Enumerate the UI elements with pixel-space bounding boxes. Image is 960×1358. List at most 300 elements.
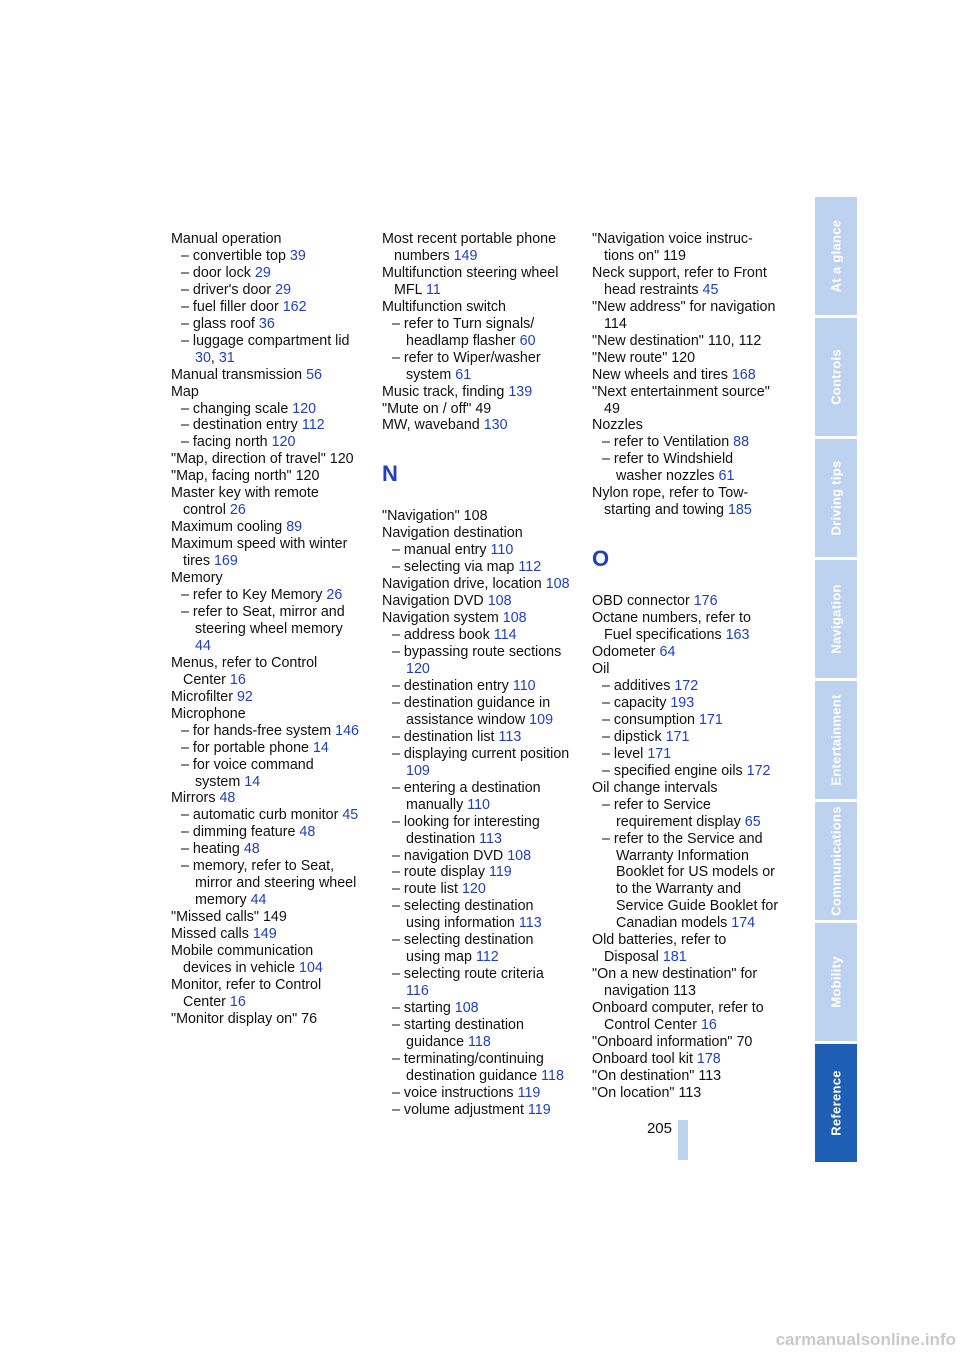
entry-text: Navigation DVD (382, 593, 488, 610)
entry-text: – specified engine oils (602, 762, 747, 779)
page-reference-link[interactable]: 174 (731, 915, 756, 932)
entry-text: – destination guidance in assistance window (392, 694, 551, 728)
entry-text: "Missed calls" 149 (171, 909, 287, 926)
page-reference-link[interactable]: 26 (326, 587, 343, 604)
page-reference-link[interactable]: 45 (342, 807, 359, 824)
index-subentry (171, 740, 359, 757)
entry-text: "Navigation voice instruc- tions on" 119 (592, 231, 753, 264)
entry-text: Oil change intervals (592, 779, 718, 796)
page-reference-link[interactable]: 119 (527, 1101, 551, 1118)
chapter-tab-label: At a glance (828, 219, 844, 293)
index-subentry (592, 729, 780, 746)
index-subentry (382, 746, 570, 780)
index-subentry (171, 841, 359, 858)
entry-text: – selecting destination using information (392, 898, 534, 932)
entry-text: Octane numbers, refer to Fuel specifications (592, 610, 751, 644)
entry-text: "On destination" 113 (592, 1067, 722, 1084)
entry-text: Most recent portable phone numbers (382, 231, 557, 264)
index-entry (382, 593, 570, 610)
entry-text: – for portable phone (181, 739, 313, 756)
entry-text: Map (171, 383, 199, 400)
index-subentry (171, 824, 359, 841)
page-reference-link[interactable]: 14 (244, 773, 261, 790)
index-subentry (382, 644, 570, 678)
chapter-tab-label: Mobility (828, 956, 844, 1008)
entry-text: – refer to Wiper/washer system (392, 349, 541, 383)
entry-text: Navigation system (382, 610, 503, 627)
index-entry (592, 1068, 780, 1085)
entry-text: Mirrors (171, 790, 220, 807)
entry-text: "Monitor display on" 76 (171, 1010, 318, 1027)
entry-text: New wheels and tires (592, 366, 732, 383)
index-subentry: – luggage compartment lid 30, 31 (181, 332, 350, 366)
entry-text: – destination entry (181, 417, 302, 434)
entry-text: – looking for interesting destination (392, 813, 540, 847)
index-entry (171, 468, 359, 485)
page-reference-link[interactable]: 16 (229, 993, 246, 1010)
index-subentry (171, 723, 359, 740)
page-reference-link[interactable]: 29 (254, 264, 271, 281)
chapter-tab-label: Navigation (828, 584, 844, 654)
page-reference-link[interactable]: 30 (195, 349, 211, 366)
entry-text: "New route" 120 (592, 349, 696, 366)
entry-text: – luggage compartment lid (181, 332, 350, 349)
index-entry (592, 780, 780, 797)
page-reference-link[interactable]: 16 (700, 1017, 717, 1034)
entry-text: MW, waveband (382, 417, 484, 434)
index-subentry (171, 604, 359, 655)
entry-text: Nozzles (592, 417, 643, 434)
entry-text: – route list (392, 881, 462, 898)
index-subentry (171, 434, 359, 451)
entry-text: Microfilter (171, 688, 237, 705)
index-subentry (382, 780, 570, 814)
index-entry (171, 977, 359, 1011)
index-letter-heading: N (382, 461, 398, 487)
index-subentry (382, 559, 570, 576)
entry-text: – address book (392, 627, 494, 644)
page-reference-link[interactable]: 118 (541, 1067, 564, 1084)
index-column-1 (171, 231, 359, 1028)
index-entry (171, 536, 359, 570)
index-entry (171, 485, 359, 519)
watermark: carmanualsonline.info (775, 1330, 956, 1349)
page-reference-link[interactable]: 108 (507, 847, 532, 864)
page-number: 205 (646, 1120, 672, 1137)
page-reference-link[interactable]: 118 (468, 1033, 491, 1050)
page-number-bar (678, 1120, 688, 1160)
index-entry (382, 508, 570, 525)
entry-text: – for hands-free system (181, 722, 336, 739)
index-entry (382, 231, 570, 265)
index-entry (382, 401, 570, 418)
page-reference-link[interactable]: 193 (670, 694, 695, 711)
chapter-tab[interactable] (815, 560, 857, 678)
page-reference-link[interactable]: 113 (518, 915, 542, 932)
page-reference-link[interactable]: 120 (292, 400, 317, 417)
index-entry (592, 299, 780, 333)
entry-text: – heating (181, 841, 244, 858)
page-reference-link[interactable]: 176 (693, 593, 718, 610)
page-reference-link[interactable]: 64 (659, 644, 676, 661)
entry-text: Menus, refer to Control Center (171, 654, 318, 688)
index-subentry (382, 729, 570, 746)
index-letter-heading: O (592, 546, 610, 572)
entry-text: "Map, direction of travel" 120 (171, 451, 354, 468)
page-reference-link[interactable]: 60 (519, 332, 536, 349)
index-subentry (592, 695, 780, 712)
entry-text: OBD connector (592, 593, 694, 610)
index-subentry (382, 695, 570, 729)
entry-text: – refer to Windshield washer nozzles (602, 451, 734, 485)
page-reference-link[interactable]: 172 (674, 677, 699, 694)
page-reference-link[interactable]: 171 (647, 745, 672, 762)
index-entry (592, 644, 780, 661)
entry-text: – bypassing route sections (392, 644, 562, 661)
index-entry (592, 350, 780, 367)
entry-text: – level (602, 745, 648, 762)
entry-text: Memory (171, 570, 223, 587)
index-subentry (592, 746, 780, 763)
entry-text: Neck support, refer to Front head restraints (592, 264, 767, 298)
index-entry (592, 417, 780, 434)
index-subentry (382, 814, 570, 848)
entry-text: Navigation destination (382, 525, 523, 542)
page-reference-link[interactable]: 109 (529, 711, 554, 728)
index-subentry (171, 316, 359, 333)
entry-text: – capacity (602, 694, 671, 711)
index-entry (592, 932, 780, 966)
entry-text: – dipstick (602, 728, 666, 745)
index-subentry (592, 451, 780, 485)
index-entry (382, 576, 570, 593)
chapter-tab-label: Driving tips (828, 460, 844, 536)
entry-text: "On a new destination" for navigation 113 (592, 966, 758, 1000)
entry-text: – glass roof (181, 315, 259, 332)
page-reference-link[interactable]: 116 (406, 983, 429, 1000)
index-entry (592, 610, 780, 644)
index-entry (592, 1051, 780, 1068)
entry-text: "Navigation" 108 (382, 508, 488, 525)
entry-text: Monitor, refer to Control Center (171, 976, 322, 1010)
page-reference-link[interactable]: 36 (258, 315, 275, 332)
page-reference-link[interactable]: 44 (250, 892, 267, 909)
page-reference-link[interactable]: 56 (306, 366, 322, 383)
entry-text: – displaying current position (392, 745, 570, 762)
entry-text: – route display (392, 864, 489, 881)
page-reference-link[interactable]: 169 (213, 553, 238, 570)
index-entry (592, 485, 780, 519)
index-subentry (171, 587, 359, 604)
page-reference-link[interactable]: 108 (487, 593, 512, 610)
entry-text: – convertible top (181, 247, 290, 264)
index-entry (382, 265, 570, 299)
page-reference-link[interactable]: 89 (286, 519, 303, 536)
entry-text: – entering a destination manually (392, 779, 541, 813)
page-reference-link[interactable]: 114 (493, 627, 517, 644)
entry-text: "Mute on / off" 49 (382, 400, 492, 417)
page-reference-link[interactable]: 61 (718, 468, 735, 485)
page-reference-link[interactable]: 120 (461, 881, 486, 898)
index-column-3 (592, 231, 780, 1102)
index-subentry (382, 848, 570, 865)
entry-text: Mobile communication devices in vehicle (171, 943, 314, 976)
entry-text: – selecting via map (392, 559, 519, 576)
index-subentry (382, 881, 570, 898)
chapter-tabs (815, 197, 857, 1161)
index-subentry (171, 248, 359, 265)
index-entry (592, 1034, 780, 1051)
page-reference-link[interactable]: 61 (455, 366, 472, 383)
entry-text: – volume adjustment (392, 1101, 528, 1118)
index-subentry (382, 1102, 570, 1119)
chapter-tab[interactable] (815, 197, 857, 315)
chapter-tab-label: Entertainment (828, 694, 844, 786)
page-reference-link[interactable]: 110 (512, 677, 536, 694)
page-reference-link[interactable]: 181 (662, 949, 687, 966)
entry-text: – door lock (181, 264, 255, 281)
index-subentry (382, 542, 570, 559)
index-subentry (382, 898, 570, 932)
index-subentry (382, 1000, 570, 1017)
entry-text: Multifunction switch (382, 298, 506, 315)
page-reference-link[interactable]: 48 (243, 841, 260, 858)
index-column-2 (382, 231, 570, 1119)
entry-text: "Map, facing north" 120 (171, 468, 320, 485)
page-reference-link[interactable]: 178 (696, 1050, 721, 1067)
page-reference-link[interactable]: 11 (426, 281, 441, 298)
index-subentry (592, 434, 780, 451)
index-entry (171, 367, 359, 384)
entry-text: Microphone (171, 705, 246, 722)
page-reference-link[interactable]: 119 (488, 864, 512, 881)
entry-text: – automatic curb monitor (181, 807, 343, 824)
index-entry (592, 593, 780, 610)
index-entry (171, 384, 359, 401)
page-reference-link[interactable]: 163 (725, 627, 750, 644)
page-reference-link[interactable]: 149 (252, 926, 277, 943)
entry-text: – for voice command system (181, 756, 314, 790)
index-entry (592, 661, 780, 678)
chapter-tab[interactable] (815, 318, 857, 436)
index-entry (592, 1000, 780, 1034)
page-reference-link[interactable]: 48 (219, 790, 236, 807)
page-reference-link[interactable]: 112 (301, 417, 325, 434)
entry-text: "New address" for navigation 114 (592, 298, 776, 332)
page-reference-link[interactable]: 16 (229, 671, 246, 688)
index-entry (592, 265, 780, 299)
index-entry (592, 367, 780, 384)
chapter-tab[interactable] (815, 802, 857, 920)
index-entry (592, 966, 780, 1000)
index-subentry (382, 316, 570, 350)
entry-text: – voice instructions (392, 1084, 518, 1101)
chapter-tab[interactable] (815, 923, 857, 1041)
page-reference-link[interactable]: 110 (467, 796, 490, 813)
page-reference-link[interactable]: 29 (275, 281, 292, 298)
index-entry (171, 926, 359, 943)
page-reference-link[interactable]: 92 (236, 688, 253, 705)
index-entry (592, 231, 780, 265)
page-reference-link[interactable]: 168 (731, 366, 756, 383)
page-reference-link[interactable]: 45 (702, 281, 719, 298)
page-reference-link[interactable]: 112 (475, 949, 499, 966)
page-reference-link[interactable]: 104 (299, 959, 323, 976)
index-subentry (592, 763, 780, 780)
page-reference-link[interactable]: 120 (271, 434, 296, 451)
page-reference-link[interactable]: 108 (545, 576, 570, 593)
index-subentry (382, 1085, 570, 1102)
entry-text: – manual entry (392, 542, 491, 559)
page-reference-link[interactable]: 110 (490, 542, 514, 559)
entry-text: – starting destination guidance (392, 1017, 524, 1050)
page-reference-link[interactable]: 31 (218, 349, 235, 366)
page-reference-link[interactable]: 112 (518, 559, 542, 576)
index-subentry (171, 265, 359, 282)
entry-text: – fuel filler door (181, 298, 283, 315)
entry-text: – selecting destination using map (392, 932, 534, 966)
entry-text: – refer to Seat, mirror and steering wheel memory (181, 603, 345, 637)
chapter-tab[interactable] (815, 439, 857, 557)
index-subentry (382, 678, 570, 695)
page-reference-link[interactable]: 48 (299, 824, 316, 841)
page-reference-link[interactable]: 171 (698, 711, 723, 728)
entry-text: Nylon rope, refer to Tow- starting and towing (592, 485, 749, 519)
index-subentry (382, 966, 570, 1000)
entry-text: – selecting route criteria (392, 966, 544, 983)
index-entry (171, 689, 359, 706)
index-subentry (171, 807, 359, 824)
index-entry (382, 384, 570, 401)
entry-text: – dimming feature (181, 824, 300, 841)
index-subentry (592, 678, 780, 695)
entry-text: – facing north (181, 434, 272, 451)
entry-text: Maximum cooling (171, 519, 287, 536)
entry-text: – driver's door (181, 281, 276, 298)
index-subentry (382, 1017, 570, 1051)
page-reference-link[interactable]: 171 (665, 728, 690, 745)
entry-text: – additives (602, 677, 675, 694)
page-reference-link[interactable]: 113 (498, 728, 522, 745)
entry-text: "Onboard information" 70 (592, 1033, 753, 1050)
index-entry (592, 1085, 780, 1102)
index-subentry (171, 282, 359, 299)
page-reference-link[interactable]: 44 (195, 637, 211, 654)
index-subentry (382, 1051, 570, 1085)
index-subentry (171, 401, 359, 418)
page-reference-link[interactable]: 14 (312, 739, 329, 756)
entry-text: "New destination" 110, 112 (592, 332, 762, 349)
page-reference-link[interactable]: 172 (746, 762, 771, 779)
entry-text: Old batteries, refer to Disposal (592, 932, 727, 966)
index-entry (171, 706, 359, 723)
entry-text: Missed calls (171, 926, 253, 943)
entry-text: Manual transmission (171, 366, 307, 383)
entry-text: Master key with remote control (171, 485, 319, 519)
entry-text: – refer to Ventilation (602, 434, 734, 451)
index-subentry (592, 831, 780, 933)
entry-text: Odometer (592, 644, 660, 661)
index-entry (382, 610, 570, 627)
entry-text: Multifunction steering wheel MFL (382, 264, 559, 298)
entry-text: – refer to Key Memory (181, 587, 327, 604)
index-entry (171, 519, 359, 536)
index-subentry (171, 757, 359, 791)
index-subentry (171, 417, 359, 434)
entry-text: – destination entry (392, 677, 513, 694)
index-subentry (382, 864, 570, 881)
page-reference-link[interactable]: 108 (454, 1000, 479, 1017)
index-entry (382, 299, 570, 316)
index-entry (171, 943, 359, 977)
chapter-tab-label: Controls (828, 349, 844, 405)
page-reference-link[interactable]: 119 (517, 1084, 541, 1101)
entry-text: Music track, finding (382, 383, 509, 400)
page-reference-link[interactable]: 65 (744, 813, 761, 830)
index-entry (171, 1011, 359, 1028)
entry-text: – terminating/continuing destination guidance (392, 1050, 544, 1084)
page-reference-link[interactable]: 109 (406, 762, 430, 779)
entry-text: – refer to Turn signals/ headlamp flasher (392, 315, 535, 349)
page-reference-link[interactable]: 162 (282, 298, 307, 315)
index-entry (171, 451, 359, 468)
page-reference-link[interactable]: 146 (335, 722, 360, 739)
index-entry (171, 231, 359, 248)
entry-text: Maximum speed with winter tires (171, 536, 348, 570)
page-reference-link[interactable]: 88 (733, 434, 750, 451)
index-entry (382, 417, 570, 434)
page-reference-link[interactable]: 120 (406, 661, 430, 678)
entry-text: Onboard computer, refer to Control Center (592, 1000, 764, 1034)
chapter-tab-label: Communications (828, 806, 844, 916)
index-entry (171, 790, 359, 807)
entry-text: – changing scale (181, 400, 293, 417)
index-entry (171, 570, 359, 587)
entry-text: Oil (592, 661, 610, 678)
page-reference-link[interactable]: 139 (508, 383, 533, 400)
index-subentry (171, 858, 359, 909)
index-entry (171, 655, 359, 689)
entry-text: – consumption (602, 711, 699, 728)
index-subentry (382, 350, 570, 384)
entry-text: Onboard tool kit (592, 1050, 697, 1067)
chapter-tab[interactable] (815, 1044, 857, 1162)
page-reference-link[interactable]: 130 (483, 417, 508, 434)
page-reference-link[interactable]: 149 (453, 247, 478, 264)
page-reference-link[interactable]: 108 (502, 610, 527, 627)
entry-text: Navigation drive, location (382, 576, 546, 593)
entry-text: – refer to the Service and Warranty Information Booklet for US models or to the Warranty and Service Guide Booklet for Canadian models (602, 830, 779, 932)
page-reference-link[interactable]: 26 (229, 502, 246, 519)
entry-text: – memory, refer to Seat, mirror and steering wheel memory (181, 858, 357, 909)
index-entry (592, 384, 780, 418)
entry-text: Manual operation (171, 231, 282, 247)
index-subentry (171, 299, 359, 316)
chapter-tab-label: Reference (828, 1070, 844, 1136)
index-subentry (592, 712, 780, 729)
page-reference-link[interactable]: 113 (479, 830, 502, 847)
index-subentry (592, 797, 780, 831)
index-entry (382, 525, 570, 542)
entry-text: – navigation DVD (392, 847, 508, 864)
index-subentry (382, 627, 570, 644)
chapter-tab[interactable] (815, 681, 857, 799)
page-reference-link[interactable]: 39 (289, 247, 306, 264)
entry-text: – starting (392, 1000, 455, 1017)
entry-text: – destination list (392, 728, 499, 745)
entry-text: – refer to Service requirement display (602, 796, 745, 830)
page-reference-link[interactable]: 185 (727, 502, 752, 519)
